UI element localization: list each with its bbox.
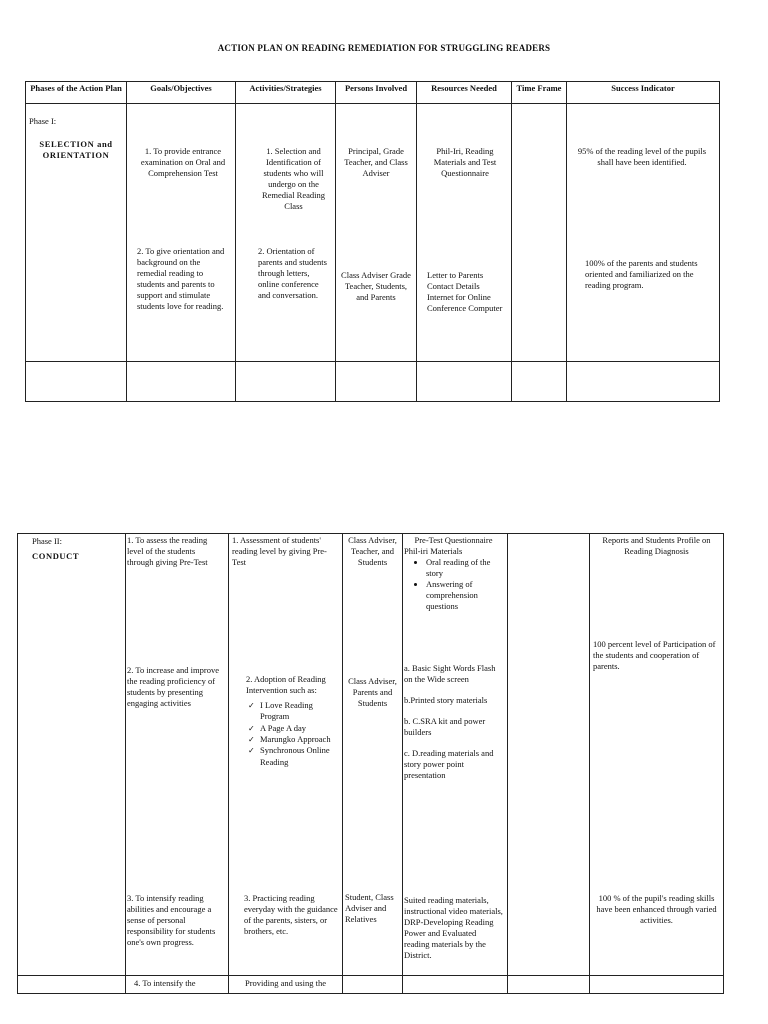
empty-cell: [567, 362, 720, 402]
intervention-list: [246, 700, 338, 768]
list-item: • Answering of comprehension questions: [426, 579, 503, 612]
empty-cell: [508, 976, 590, 994]
activity-item: 1. Selection and Identification of students who will undergo on the Remedial Reading Class: [261, 146, 326, 212]
persons-item: Student, Class Adviser and Relatives: [345, 892, 394, 925]
activity-intro: 2. Adoption of Reading Intervention such as:: [246, 674, 326, 696]
header-persons: Persons Involved: [336, 82, 417, 104]
empty-cell: [236, 362, 336, 402]
persons-cell: [336, 104, 417, 362]
persons-item: Class Adviser Grade Teacher, Students, and Parents: [341, 270, 411, 303]
document-title: ACTION PLAN ON READING REMEDIATION FOR STRUGGLING READERS: [217, 43, 551, 53]
resource-line: b.Printed story materials: [404, 695, 488, 706]
action-plan-table-phase-1: [25, 81, 720, 402]
success-item: Reports and Students Profile on Reading Diagnosis: [602, 535, 711, 557]
goal-item: 1. To assess the reading level of the students through giving Pre-Test: [127, 535, 208, 568]
goals-cell: [126, 534, 229, 976]
goal-item: 4. To intensify the: [126, 976, 229, 994]
resource-line: c. D.reading materials and story power point presentation: [404, 748, 494, 781]
phase-cell: [26, 104, 127, 362]
phase-name: CONDUCT: [32, 551, 80, 562]
activity-item: 3. Practicing reading everyday with the guidance of the parents, sisters, or brothers, etc.: [244, 893, 338, 937]
header-phases: Phases of the Action Plan: [26, 82, 127, 104]
persons-cell: [343, 534, 403, 976]
table-row: [18, 976, 724, 994]
activities-cell: [236, 104, 336, 362]
empty-row: [26, 362, 720, 402]
time-frame-cell: [512, 104, 567, 362]
resources-list: [404, 557, 503, 612]
header-success-indicator: Success Indicator: [567, 82, 720, 104]
resources-title: Pre-Test Questionnaire: [414, 535, 493, 545]
table-header-row: [26, 82, 720, 104]
success-item: 100% of the parents and students oriented and familiarized on the reading program.: [585, 258, 698, 291]
list-item: ✓ Synchronous Online Reading: [260, 745, 338, 767]
list-item: ✓ I Love Reading Program: [260, 700, 338, 722]
empty-cell: [26, 362, 127, 402]
list-item: • Oral reading of the story: [426, 557, 503, 579]
resources-item: [404, 663, 503, 895]
header-resources: Resources Needed: [417, 82, 512, 104]
persons-item: Class Adviser, Parents and Students: [348, 676, 397, 709]
resource-line: a. Basic Sight Words Flash on the Wide screen: [404, 663, 496, 685]
activity-item: Providing and using the: [229, 976, 343, 994]
goal-item: 2. To increase and improve the reading proficiency of students by presenting engaging activities: [127, 665, 220, 709]
resources-item: [404, 535, 503, 663]
success-item: 100 percent level of Participation of the students and cooperation of parents.: [593, 639, 716, 672]
list-item: ✓ Marungko Approach: [260, 734, 338, 745]
phase-cell: [18, 534, 126, 976]
header-goals: Goals/Objectives: [127, 82, 236, 104]
empty-cell: [343, 976, 403, 994]
phase-label: Phase II:: [32, 536, 62, 546]
goal-item: 3. To intensify reading abilities and encourage a sense of personal responsibility for students one's own progress.: [127, 893, 216, 948]
action-plan-table-phase-2: [17, 533, 724, 994]
empty-cell: [336, 362, 417, 402]
empty-cell: [417, 362, 512, 402]
activity-item: [232, 674, 338, 893]
resources-item: Letter to Parents Contact Details Internet for Online Conference Computer: [427, 270, 503, 314]
resources-cell: [403, 534, 508, 976]
activity-item: 1. Assessment of students' reading level by giving Pre-Test: [232, 535, 327, 568]
time-frame-cell: [508, 534, 590, 976]
goal-item: 1. To provide entrance examination on Oral and Comprehension Test: [140, 146, 226, 179]
resource-line: b. C.SRA kit and power builders: [404, 716, 486, 738]
table-row: [26, 104, 720, 362]
empty-cell: [127, 362, 236, 402]
goals-cell: [127, 104, 236, 362]
activities-cell: [229, 534, 343, 976]
empty-cell: [18, 976, 126, 994]
success-cell: [590, 534, 724, 976]
resources-item: Suited reading materials, instructional video materials, DRP-Developing Reading Power and Evaluated reading materials by the District.: [404, 895, 503, 961]
goal-item: 2. To give orientation and background on the remedial reading to students and parents to support and stimulate students love for reading.: [137, 246, 225, 312]
phase-label: Phase I:: [29, 116, 57, 126]
resources-item: Phil-Iri, Reading Materials and Test Questionnaire: [433, 146, 497, 179]
empty-cell: [403, 976, 508, 994]
table-row: [18, 534, 724, 976]
resources-cell: [417, 104, 512, 362]
persons-item: Principal, Grade Teacher, and Class Adviser: [344, 146, 408, 179]
success-cell: [567, 104, 720, 362]
empty-cell: [512, 362, 567, 402]
phase-name: SELECTION and ORIENTATION: [39, 139, 113, 161]
header-activities: Activities/Strategies: [236, 82, 336, 104]
list-item: ✓ A Page A day: [260, 723, 338, 734]
activity-item: 2. Orientation of parents and students through letters, online conference and conversation.: [258, 246, 327, 301]
resources-subtitle: Phil-iri Materials: [404, 546, 463, 557]
header-time-frame: Time Frame: [512, 82, 567, 104]
empty-cell: [590, 976, 724, 994]
success-item: 100 % of the pupil's reading skills have been enhanced through varied activities.: [596, 893, 717, 926]
success-item: 95% of the reading level of the pupils shall have been identified.: [577, 146, 707, 168]
persons-item: Class Adviser, Teacher, and Students: [348, 535, 397, 568]
